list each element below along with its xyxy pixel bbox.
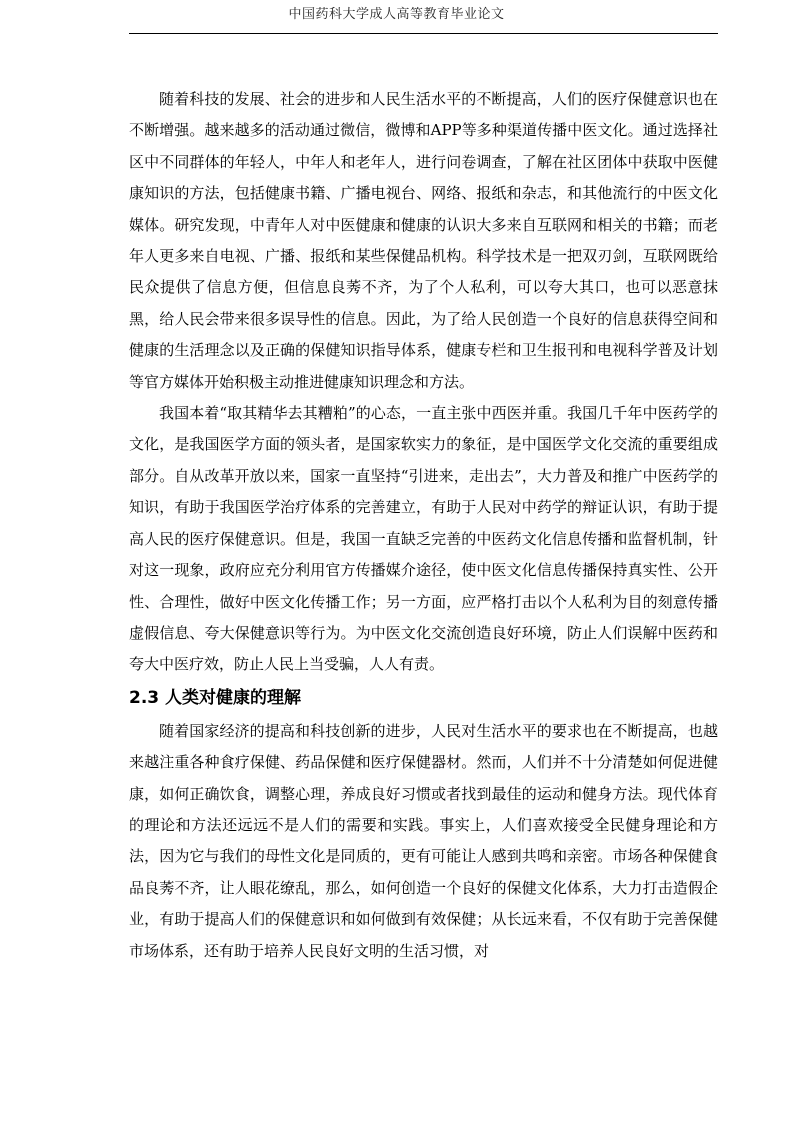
paragraph: 随着国家经济的提高和科技创新的进步，人民对生活水平的要求也在不断提高，也越来越注重各种食疗保健、药品保健和医疗保健器材。然而，人们并不十分清楚如何促进健康，如何正确饮食，调整心理，养成良好习惯或者找到最佳的运动和健身方法。现代体育的理论和方法还远远不是人们的需要和实践。事实上，人们喜欢接受全民健身理论和方法，因为它与我们的母性文化是同质的，更有可能让人感到共鸣和亲密。市场各种保健食品良莠不齐，让人眼花缭乱，那么，如何创造一个良好的保健文化体系，大力打击造假企业，有助于提高人们的保健意识和如何做到有效保健；从长远来看，不仅有助于完善保健市场体系，还有助于培养人民良好文明的生活习惯，对 <box>129 721 718 960</box>
section-heading: 2.3 人类对健康的理解 <box>129 687 302 708</box>
paragraph: 我国本着“取其精华去其糟粕”的心态，一直主张中西医并重。我国几千年中医药学的文化，是我国医学方面的领头者，是国家软实力的象征，是中国医学文化交流的重要组成部分。自从改革开放以来，国家一直坚持“引进来，走出去”，大力普及和推广中医药学的知识，有助于我国医学治疗体系的完善建立，有助于人民对中药学的辩证认识，有助于提高人民的医疗保健意识。但是，我国一直缺乏完善的中医药文化信息传播和监督机制，针对这一现象，政府应充分利用官方传播媒介途径，使中医文化信息传播保持真实性、公开性、合理性，做好中医文化传播工作；另一方面，应严格打击以个人私利为目的刻意传播虚假信息、夸大保健意识等行为。为中医文化交流创造良好环境，防止人们误解中医药和夸大中医疗效，防止人民上当受骗，人人有责。 <box>129 404 718 674</box>
paragraph: 随着科技的发展、社会的进步和人民生活水平的不断提高，人们的医疗保健意识也在不断增强。越来越多的活动通过微信，微博和APP等多种渠道传播中医文化。通过选择社区中不同群体的年轻人，中年人和老年人，进行问卷调查，了解在社区团体中获取中医健康知识的方法，包括健康书籍、广播电视台、网络、报纸和杂志，和其他流行的中医文化媒体。研究发现，中青年人对中医健康和健康的认识大多来自互联网和相关的书籍；而老年人更多来自电视、广播、报纸和某些保健品机构。科学技术是一把双刃剑，互联网既给民众提供了信息方便，但信息良莠不齐，为了个人私利，可以夸大其口，也可以恶意抹黑，给人民会带来很多误导性的信息。因此，为了给人民创造一个良好的信息获得空间和健康的生活理念以及正确的保健知识指导体系，健康专栏和卫生报刊和电视科学普及计划等官方媒体开始积极主动推进健康知识理念和方法。 <box>129 90 718 391</box>
running-header: 中国药科大学成人高等教育毕业论文 <box>288 7 505 22</box>
body-text <box>129 84 718 967</box>
header-divider <box>129 33 718 34</box>
